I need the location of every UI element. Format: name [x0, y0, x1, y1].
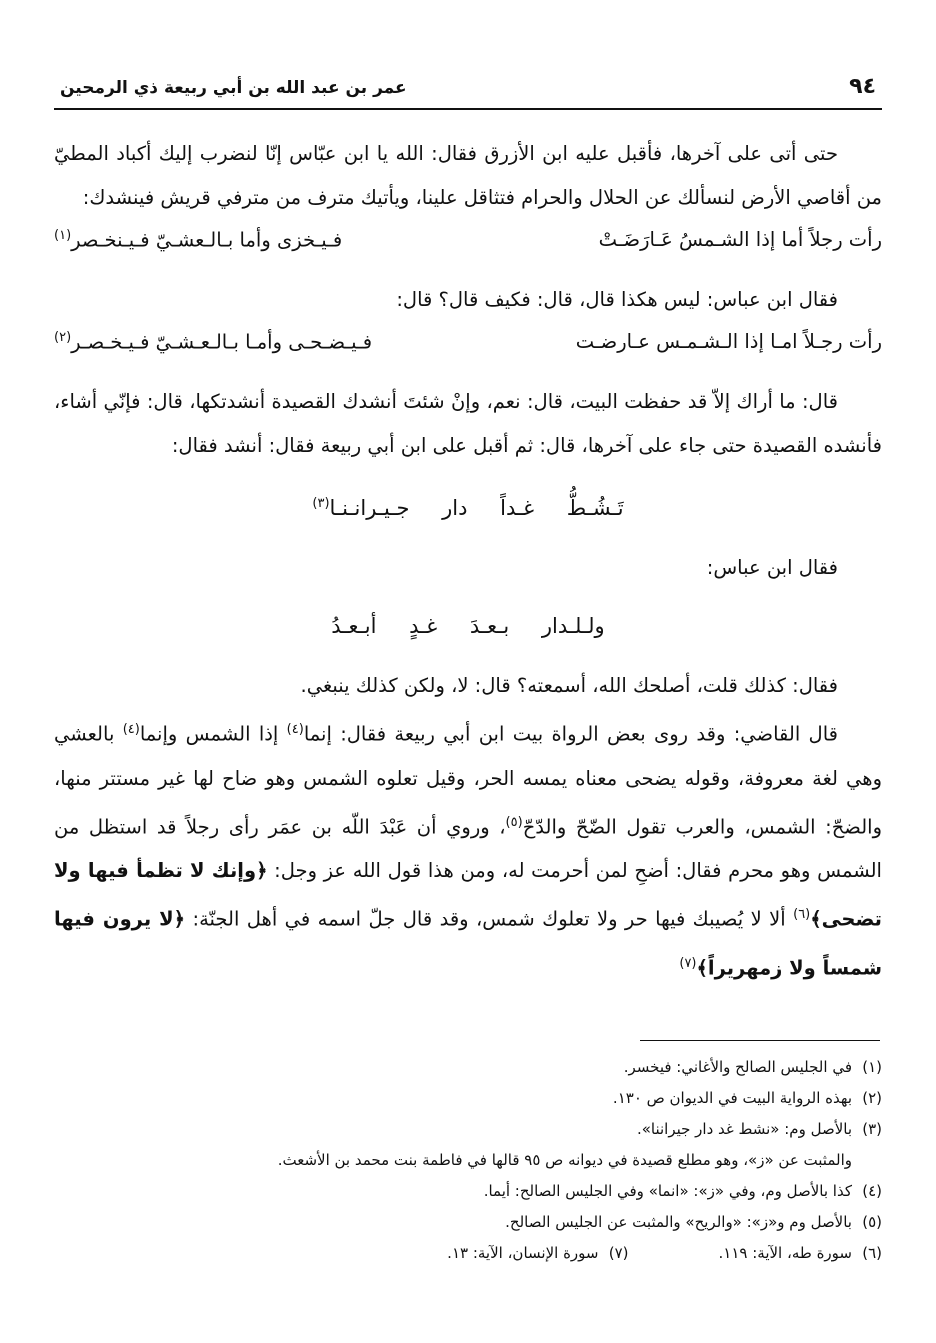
footnote-text: والمثبت عن «ز»، وهو مطلع قصيدة في ديوانه ص ٩٥ قالها في فاطمة بنت محمد بن الأشعث.	[277, 1151, 852, 1169]
footnote-ref-7: (٧)	[679, 955, 697, 971]
footnote-6-and-7	[54, 1238, 882, 1269]
footnote-number: (٤)	[862, 1182, 882, 1200]
footnote-divider	[640, 1040, 880, 1041]
verse-line-1	[54, 220, 882, 278]
page-number: ٩٤	[849, 74, 876, 99]
footnote-number: (٢)	[862, 1089, 882, 1107]
footnote-number-7: (٧)	[608, 1244, 629, 1262]
verse-1-first-hemistich: رأت رجلاً أما إذا الشـمسُ عَـارَضَـتْ	[598, 228, 882, 251]
footnote-1	[54, 1052, 882, 1083]
paragraph-3: قال: ما أراك إلاّ قد حفظت البيت، قال: نعم، وإنْ شئتَ أنشدك القصيدة أنشدتكها، قال: فإنّي أشاء، فأنشده القصيدة حتى جاء على آخرها، قال: ثم أقبل على ابن أبي ربيعة فقال: أنشد فقال:	[54, 390, 882, 457]
main-text	[54, 132, 882, 990]
quran-quote-1: ﴿وإنك لا تظمأ فيها ولا تضحى﴾	[54, 859, 882, 931]
paragraph-5: فقال: كذلك قلت، أصلحك الله، أسمعته؟ قال: لا، ولكن كذلك ينبغي.	[300, 674, 838, 697]
footnote-number: (١)	[862, 1058, 882, 1076]
half-verse-1	[54, 476, 882, 536]
verse-1-second-hemistich	[54, 228, 342, 252]
footnote-text: سورة طه، الآية: ١١٩.	[718, 1244, 852, 1262]
p6-part-a: قال القاضي: وقد روى بعض الرواة بيت ابن أبي ربيعة فقال: إنما	[303, 722, 838, 746]
paragraph-1: حتى أتى على آخرها، فأقبل عليه ابن الأزرق فقال: الله يا ابن عبّاس إنّا لنضرب إليك أكباد المطيّ من أقاصي الأرض لنسألك عن الحلال والحرام فتثاقل علينا، ويأتيك مترف من مترفي قريش فينشدك:	[54, 142, 882, 209]
footnote-ref-4b: (٤)	[122, 722, 140, 737]
p6-part-b: إذا الشمس وإنما	[139, 722, 287, 746]
footnotes	[54, 1052, 882, 1269]
p6-part-d: ، وروي أن عَبْدَ اللّه بن عمَر رأى رجلاً قد استظل من الشمس وهو محرم فقال: أضحِ لمن أحرمت له، ومن هذا قول الله عز وجل:	[54, 815, 882, 882]
verse-2-first-hemistich: رأت رجـلاً امـا إذا الـشـمـس عـارضـت	[575, 330, 882, 353]
footnote-text: في الجليس الصالح والأغاني: فيخسر.	[623, 1058, 852, 1076]
quran-quote-2: ﴿لا يرون فيها شمساً ولا زمهريراً﴾	[54, 907, 882, 979]
footnote-ref-6: (٦)	[793, 907, 811, 922]
header-divider	[54, 108, 882, 110]
half-verse-2: ولـلـدار بـعـدَ غـدٍ أبـعـدُ	[331, 614, 605, 638]
p6-part-e: ألا لا يُصيبك فيها حر ولا تعلوك شمس، وقد قال جلّ اسمه في أهل الجنّة:	[185, 907, 794, 931]
footnote-number: (٥)	[862, 1213, 882, 1231]
footnote-ref-2: (٢)	[54, 330, 72, 345]
footnote-ref-1: (١)	[54, 228, 72, 243]
footnote-ref-5: (٥)	[505, 814, 523, 830]
paragraph-6	[54, 708, 882, 990]
footnote-number: (٣)	[862, 1120, 882, 1138]
verse-1-second-text: فـيـخزى وأما بـالـعشـيّ فـيـنخـصر	[71, 228, 343, 252]
footnote-text: كذا بالأصل وم، وفي «ز»: «انما» وفي الجليس الصالح: أيما.	[483, 1182, 852, 1200]
p6-part-c: بالعشي وهي لغة معروفة، وقوله يضحى معناه يمسه الحر، وقيل تعلوه الشمس وهو ضاح لها غير مستتر منها، والضحّ: الشمس، والعرب تقول الضّحّ والدّحّ	[54, 722, 882, 838]
paragraph-2: فقال ابن عباس: ليس هكذا قال، قال: فكيف قال؟ قال:	[396, 288, 838, 311]
footnote-5	[54, 1207, 882, 1238]
running-header	[54, 66, 882, 110]
footnote-3	[54, 1114, 882, 1145]
verse-2-second-text: فـيـضـحـى وأمـا بـالـعـشـيّ فـيـخـصـر	[71, 330, 373, 354]
half-verse-1-text: تَـشُـطُّ غـداً دار جـيـرانـنـا	[329, 496, 624, 520]
footnote-4	[54, 1176, 882, 1207]
verse-line-2	[54, 322, 882, 380]
paragraph-4: فقال ابن عباس:	[706, 556, 838, 579]
footnote-2	[54, 1083, 882, 1114]
footnote-ref-3: (٣)	[312, 496, 330, 511]
running-title: عمر بن عبد الله بن أبي ربيعة ذي الرمحين	[60, 78, 407, 98]
footnote-text: بالأصل وم: «نشط غد دار جيراننا».	[636, 1120, 852, 1138]
footnote-text: بهذه الرواية البيت في الديوان ص ١٣٠.	[612, 1089, 852, 1107]
footnote-text-7: سورة الإنسان، الآية: ١٣.	[447, 1244, 599, 1262]
footnote-3-continued	[54, 1145, 882, 1176]
footnote-text: بالأصل وم و«ز»: «والريح» والمثبت عن الجليس الصالح.	[505, 1213, 852, 1231]
verse-2-second-hemistich	[54, 330, 372, 354]
footnote-number: (٦)	[862, 1244, 882, 1262]
footnote-ref-4a: (٤)	[286, 722, 304, 737]
